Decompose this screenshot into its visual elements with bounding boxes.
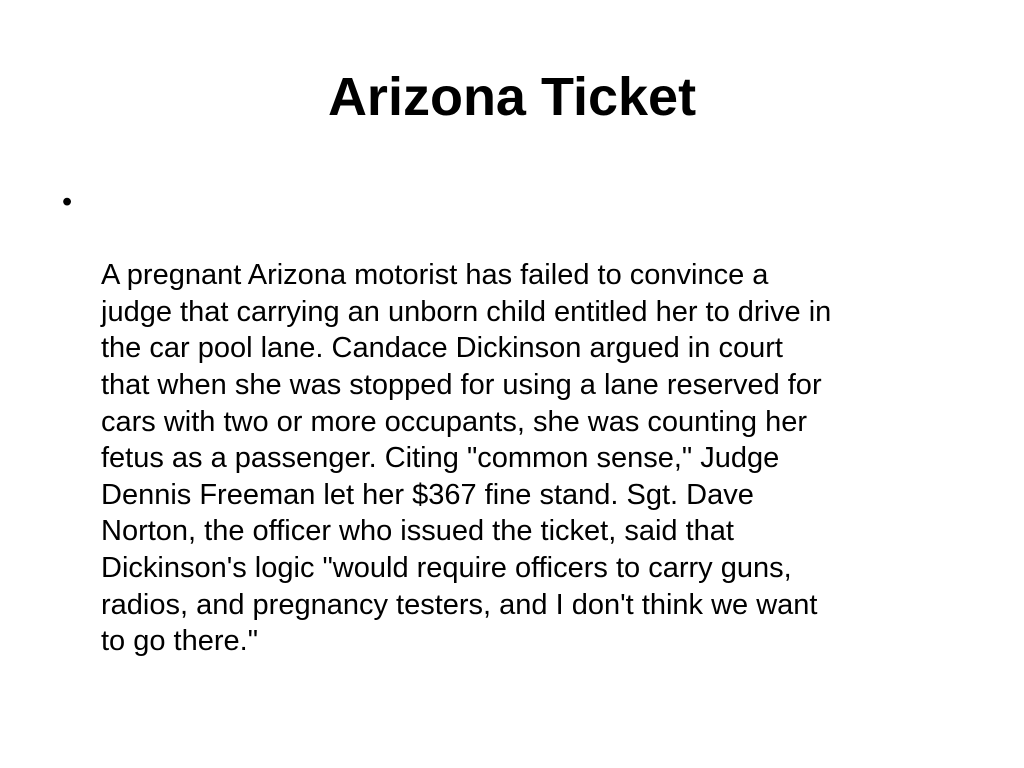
bullet-list: [62, 184, 974, 660]
bullet-item: [62, 184, 974, 660]
bullet-marker: •: [62, 186, 73, 218]
bullet-text: A pregnant Arizona motorist has failed to convince a judge that carrying an unborn child entitled her to drive in the car pool lane. Candace Dickinson argued in court that when she was stopped for using a lane reserved for cars with two or more occupants, she was counting her fetus as a passenger. Citing "common sense," Judge Dennis Freeman let her $367 fine stand. Sgt. Dave Norton, the officer who issued the ticket, said that Dickinson's logic "would require officers to carry guns, radios, and pregnancy testers, and I don't think we want to go there.": [101, 259, 832, 658]
slide-title: Arizona Ticket: [327, 67, 697, 127]
